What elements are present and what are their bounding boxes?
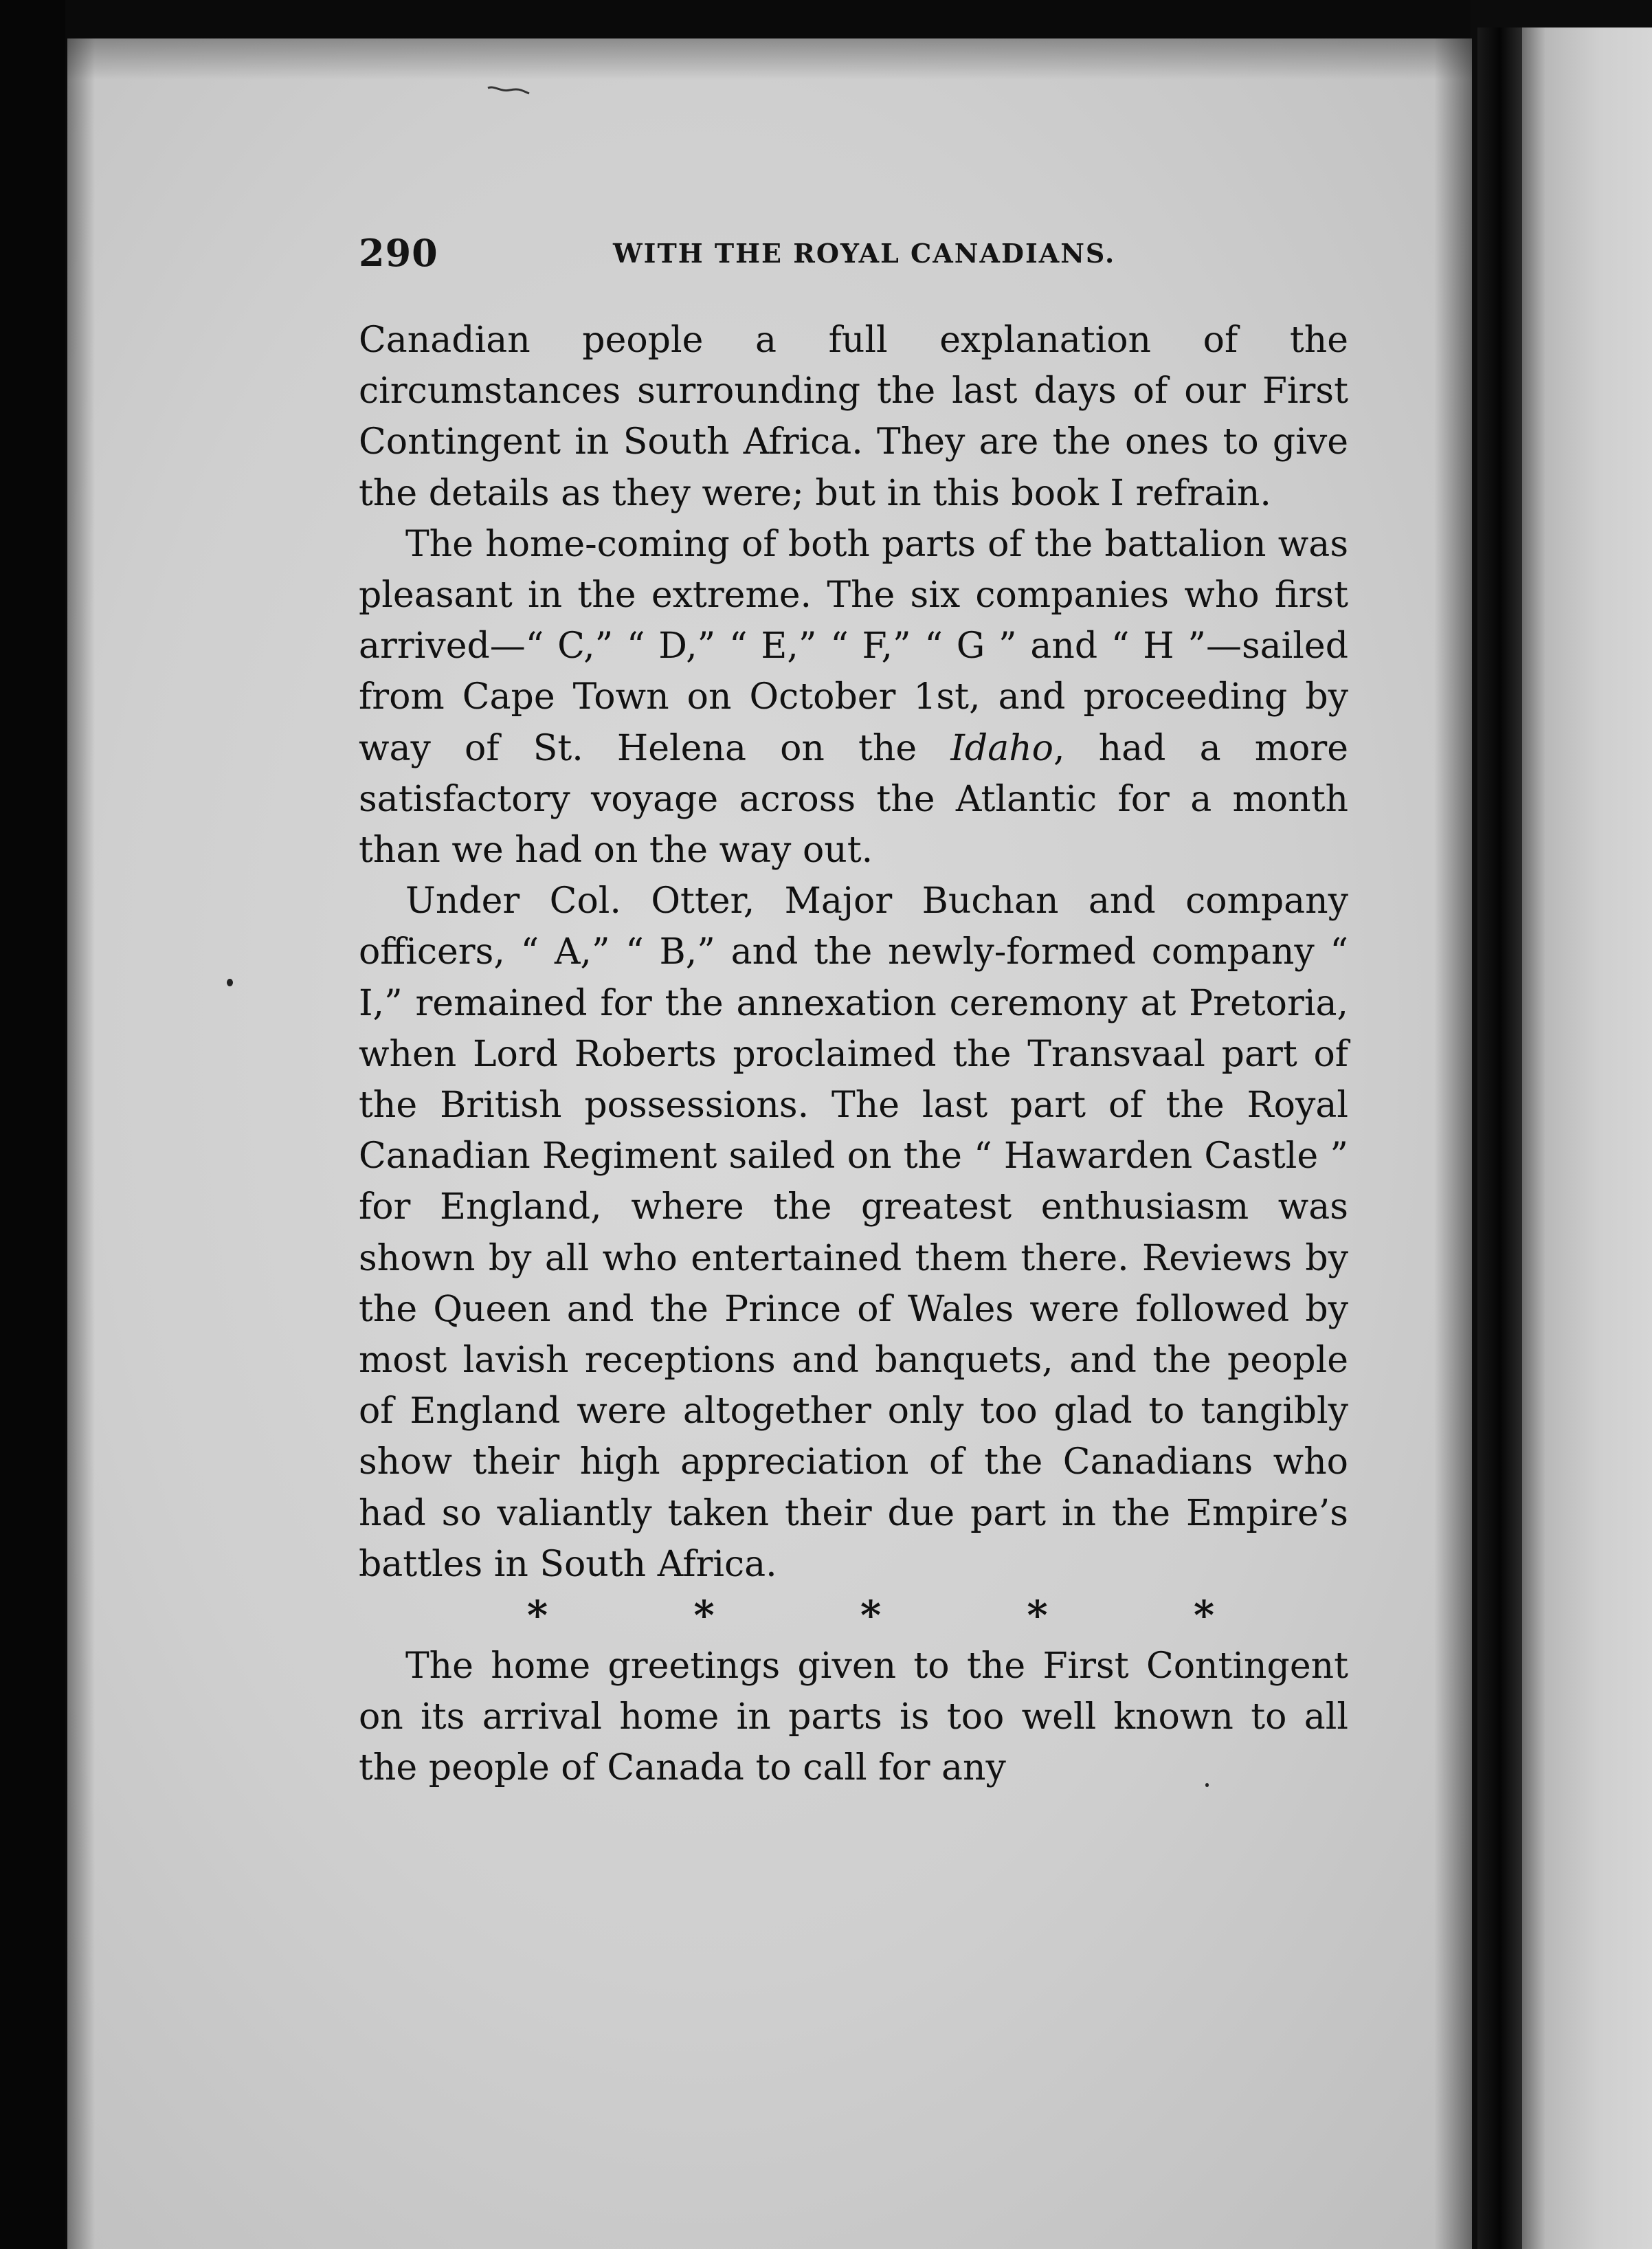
paragraph	[359, 519, 1348, 876]
running-title: WITH THE ROYAL CANADIANS.	[613, 238, 1116, 269]
book-gutter	[1477, 27, 1522, 2249]
section-break	[359, 1590, 1348, 1641]
paragraph: Under Col. Otter, Major Buchan and company officers, “ A,” “ B,” and the newly-formed company “ I,” remained for the annexation ceremony at Pretoria, when Lord Roberts proclaimed the Transvaal part of the British possessions. The last part of the Royal Canadian Regiment sailed on the “ Hawarden Castle ” for England, where the greatest enthusiasm was shown by all who entertained them there. Reviews by the Queen and the Prince of Wales were followed by most lavish receptions and banquets, and the people of England were altogether only too glad to tangibly show their high appreciation of the Canadians who had so valiantly taken their due part in the Empire’s battles in South Africa.	[359, 880, 1348, 1585]
paragraph-text: , had a more satisfactory voyage across the Atlantic for a month than we had on the way out.	[359, 727, 1348, 872]
section-break-star: *	[860, 1592, 882, 1639]
page-shadow-right	[1434, 38, 1472, 2249]
section-break-star: *	[1193, 1592, 1215, 1639]
paragraph-text: The home-coming of both parts of the battalion was pleasant in the extreme. The six companies who first arrived—“ C,” “ D,” “ E,” “ F,” “ G ” and “ H ”—sailed from Cape Town on October 1st, and proceeding by way of St. Helena on the	[359, 523, 1348, 769]
ink-mark	[487, 84, 531, 96]
paragraph: The home greetings given to the First Contingent on its arrival home in parts is too well known to all the people of Canada to call for any	[359, 1646, 1348, 1789]
section-break-star: *	[1027, 1592, 1048, 1639]
page-shadow-top	[67, 38, 1472, 80]
ship-name: Idaho	[950, 727, 1053, 769]
body-text	[359, 315, 1348, 1794]
section-break-star: *	[693, 1592, 715, 1639]
book-page	[67, 38, 1472, 2249]
scan-border-left	[0, 0, 65, 2249]
facing-page-edge	[1522, 27, 1652, 2249]
page-shadow-left	[67, 38, 95, 2249]
paragraph: Canadian people a full explanation of the circumstances surrounding the last days of our First Contingent in South Africa. They are the ones to give the details as they were; but in this book I refrain.	[359, 320, 1348, 514]
running-head	[359, 231, 1431, 286]
page-number: 290	[359, 231, 438, 275]
speck	[227, 979, 233, 986]
section-break-star: *	[526, 1592, 548, 1639]
